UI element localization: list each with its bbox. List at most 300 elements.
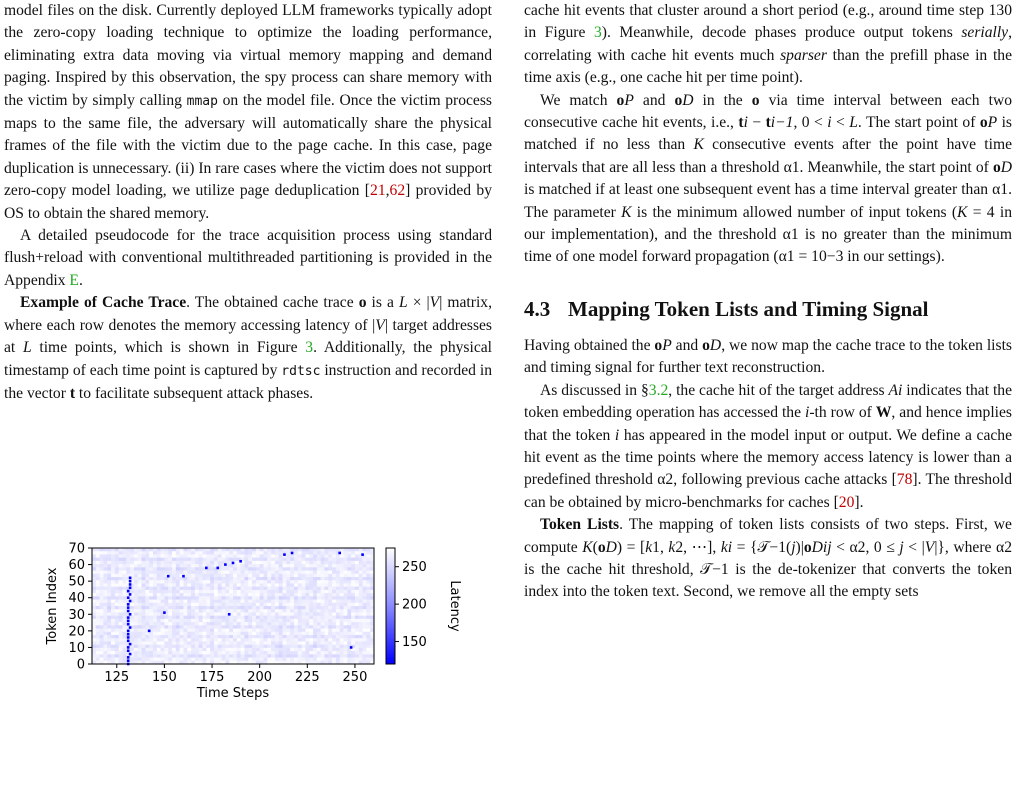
- heatmap-cell: [130, 590, 134, 594]
- heatmap-cell: [122, 548, 126, 552]
- heatmap-cell: [309, 596, 313, 600]
- heatmap-cell: [328, 583, 332, 587]
- heatmap-cell: [206, 561, 210, 565]
- heatmap-cell: [100, 593, 104, 597]
- heatmap-cell: [172, 606, 176, 610]
- heatmap-cell: [305, 580, 309, 584]
- heatmap-cell: [305, 587, 309, 591]
- heatmap-cell: [100, 590, 104, 594]
- heatmap-cell: [241, 629, 245, 633]
- heatmap-cell: [183, 651, 187, 655]
- heatmap-cell: [145, 603, 149, 607]
- heatmap-cell: [176, 590, 180, 594]
- heatmap-cell: [351, 609, 355, 613]
- heatmap-cell: [161, 571, 165, 575]
- heatmap-cell: [130, 632, 134, 636]
- heatmap-cell: [176, 622, 180, 626]
- text-run: W: [875, 404, 892, 422]
- heatmap-cell: [115, 574, 119, 578]
- heatmap-cell: [191, 580, 195, 584]
- heatmap-cell: [237, 554, 241, 558]
- heatmap-cell: [302, 645, 306, 649]
- heatmap-cell: [321, 654, 325, 658]
- heatmap-cell: [244, 548, 248, 552]
- heatmap-cell: [283, 632, 287, 636]
- heatmap-cell: [279, 600, 283, 604]
- text-run: t: [738, 114, 744, 132]
- heatmap-cell: [298, 629, 302, 633]
- heatmap-cell: [252, 645, 256, 649]
- text-run[interactable]: 3: [305, 339, 314, 357]
- heatmap-cell: [263, 651, 267, 655]
- heatmap-cell: [92, 619, 96, 623]
- heatmap-cell: [229, 593, 233, 597]
- heatmap-cell: [103, 622, 107, 626]
- heatmap-cell: [347, 641, 351, 645]
- heatmap-cell: [195, 583, 199, 587]
- heatmap-cell: [317, 658, 321, 662]
- heatmap-cell: [256, 574, 260, 578]
- heatmap-cell: [279, 548, 283, 552]
- heatmap-cell: [321, 651, 325, 655]
- heatmap-cell: [122, 571, 126, 575]
- heatmap-cell: [145, 593, 149, 597]
- heatmap-cell: [275, 603, 279, 607]
- heatmap-cell: [176, 548, 180, 552]
- heatmap-cell: [355, 551, 359, 555]
- text-run[interactable]: 62: [389, 182, 406, 200]
- heatmap-cell: [115, 616, 119, 620]
- heatmap-cell: [347, 564, 351, 568]
- section-number: 4.3: [524, 296, 551, 321]
- heatmap-cell: [260, 645, 264, 649]
- heatmap-cell: [336, 606, 340, 610]
- heatmap-cell: [340, 635, 344, 639]
- heatmap-cell: [328, 629, 332, 633]
- heatmap-cell: [328, 654, 332, 658]
- heatmap-cell: [260, 548, 264, 552]
- heatmap-cell: [248, 658, 252, 662]
- heatmap-cell: [203, 648, 207, 652]
- heatmap-cell: [321, 619, 325, 623]
- heatmap-cell: [206, 641, 210, 645]
- heatmap-cell: [237, 638, 241, 642]
- heatmap-cell: [290, 587, 294, 591]
- heatmap-cell: [199, 548, 203, 552]
- heatmap-cell: [107, 577, 111, 581]
- heatmap-cell: [302, 654, 306, 658]
- heatmap-cell: [309, 548, 313, 552]
- heatmap-cell: [263, 625, 267, 629]
- heatmap-cell: [115, 619, 119, 623]
- text-run: i−1: [770, 114, 794, 132]
- heatmap-cell: [115, 658, 119, 662]
- heatmap-cell: [168, 548, 172, 552]
- heatmap-cell: [138, 635, 142, 639]
- heatmap-cell: [149, 625, 153, 629]
- heatmap-cell: [279, 641, 283, 645]
- heatmap-cell: [302, 616, 306, 620]
- heatmap-cell: [134, 567, 138, 571]
- y-tick-label: 30: [68, 607, 85, 623]
- heatmap-cell: [157, 583, 161, 587]
- heatmap-cell: [351, 571, 355, 575]
- heatmap-cell: [229, 554, 233, 558]
- heatmap-cell: [199, 567, 203, 571]
- heatmap-cell: [283, 571, 287, 575]
- heatmap-cell: [138, 561, 142, 565]
- heatmap-cell: [286, 609, 290, 613]
- heatmap-cell: [305, 648, 309, 652]
- heatmap-cell: [263, 596, 267, 600]
- heatmap-cell: [317, 629, 321, 633]
- heatmap-cell: [260, 635, 264, 639]
- heatmap-cell: [168, 603, 172, 607]
- heatmap-cell: [195, 567, 199, 571]
- heatmap-cell: [229, 651, 233, 655]
- heatmap-cell: [111, 564, 115, 568]
- heatmap-cell: [237, 564, 241, 568]
- heatmap-cell: [248, 619, 252, 623]
- heatmap-cell: [363, 600, 367, 604]
- heatmap-cell: [206, 612, 210, 616]
- heatmap-cell: [263, 609, 267, 613]
- heatmap-cell: [336, 645, 340, 649]
- heatmap-cell: [187, 577, 191, 581]
- heatmap-cell: [142, 551, 146, 555]
- heatmap-cell: [237, 629, 241, 633]
- text-run[interactable]: 78: [896, 471, 913, 489]
- heatmap-cell: [359, 548, 363, 552]
- heatmap-cell: [298, 583, 302, 587]
- heatmap-cell: [305, 593, 309, 597]
- heatmap-cell: [317, 632, 321, 636]
- heatmap-cell: [100, 558, 104, 562]
- heatmap-cell: [203, 580, 207, 584]
- heatmap-cell: [351, 590, 355, 594]
- heatmap-cell: [153, 590, 157, 594]
- heatmap-cell: [122, 603, 126, 607]
- heatmap-cell: [321, 600, 325, 604]
- heatmap-cell: [222, 635, 226, 639]
- cache-hit-point: [129, 653, 132, 656]
- heatmap-cell: [103, 574, 107, 578]
- heatmap-cell: [214, 587, 218, 591]
- heatmap-cell: [309, 658, 313, 662]
- heatmap-cell: [283, 641, 287, 645]
- heatmap-cell: [195, 632, 199, 636]
- heatmap-cell: [145, 622, 149, 626]
- heatmap-cell: [210, 638, 214, 642]
- heatmap-cell: [206, 580, 210, 584]
- heatmap-cell: [305, 622, 309, 626]
- heatmap-cell: [313, 580, 317, 584]
- heatmap-cell: [267, 641, 271, 645]
- colorbar-tick-label: 150: [402, 635, 427, 651]
- heatmap-cell: [347, 603, 351, 607]
- heatmap-cell: [324, 638, 328, 642]
- heatmap-cell: [271, 600, 275, 604]
- heatmap-cell: [332, 587, 336, 591]
- heatmap-cell: [286, 593, 290, 597]
- heatmap-cell: [130, 571, 134, 575]
- heatmap-cell: [103, 593, 107, 597]
- heatmap-cell: [355, 609, 359, 613]
- heatmap-cell: [267, 561, 271, 565]
- heatmap-cell: [237, 596, 241, 600]
- text-run[interactable]: 20: [838, 493, 855, 511]
- heatmap-cell: [233, 587, 237, 591]
- heatmap-cell: [100, 574, 104, 578]
- heatmap-cell: [183, 561, 187, 565]
- cache-hit-point: [205, 567, 208, 570]
- heatmap-cell: [145, 574, 149, 578]
- heatmap-cell: [153, 609, 157, 613]
- text-run: |}, where α2 is the cache hit threshold, 𝒯−1 is the de-tokenizer that converts the token index into the token text. Second, we remove all the empty sets: [524, 538, 1012, 601]
- heatmap-cell: [271, 609, 275, 613]
- heatmap-cell: [344, 616, 348, 620]
- heatmap-cell: [271, 625, 275, 629]
- heatmap-cell: [279, 619, 283, 623]
- paragraph-cache-hit: [524, 380, 1012, 514]
- heatmap-cell: [298, 641, 302, 645]
- heatmap-cell: [332, 558, 336, 562]
- heatmap-cell: [92, 641, 96, 645]
- paragraph-decode-phase: [524, 0, 1012, 90]
- heatmap-cell: [313, 583, 317, 587]
- heatmap-cell: [229, 596, 233, 600]
- heatmap-cell: [92, 632, 96, 636]
- heatmap-cell: [122, 648, 126, 652]
- heatmap-cell: [271, 632, 275, 636]
- heatmap-cell: [100, 554, 104, 558]
- heatmap-cell: [183, 619, 187, 623]
- heatmap-cell: [244, 583, 248, 587]
- text-run: <: [831, 114, 850, 132]
- heatmap-cell: [214, 580, 218, 584]
- heatmap-cell: [199, 593, 203, 597]
- heatmap-cell: [321, 635, 325, 639]
- heatmap-cell: [157, 564, 161, 568]
- heatmap-cell: [298, 635, 302, 639]
- heatmap-cell: [218, 641, 222, 645]
- heatmap-cell: [115, 571, 119, 575]
- heatmap-cell: [111, 622, 115, 626]
- text-run: Having obtained the: [524, 336, 655, 354]
- heatmap-cell: [340, 622, 344, 626]
- heatmap-cell: [244, 635, 248, 639]
- heatmap-cell: [351, 583, 355, 587]
- heatmap-cell: [164, 638, 168, 642]
- heatmap-cell: [233, 638, 237, 642]
- heatmap-cell: [286, 580, 290, 584]
- heatmap-cell: [168, 558, 172, 562]
- heatmap-cell: [340, 596, 344, 600]
- text-run: ,: [385, 182, 390, 200]
- heatmap-cell: [359, 632, 363, 636]
- heatmap-cell: [229, 641, 233, 645]
- heatmap-cell: [176, 587, 180, 591]
- text-run: k: [645, 538, 653, 556]
- text-run: P: [662, 336, 672, 354]
- heatmap-cell: [363, 612, 367, 616]
- heatmap-cell: [122, 554, 126, 558]
- heatmap-cell: [130, 635, 134, 639]
- heatmap-cell: [187, 635, 191, 639]
- heatmap-cell: [363, 548, 367, 552]
- heatmap-cell: [328, 606, 332, 610]
- heatmap-cell: [275, 619, 279, 623]
- heatmap-cell: [294, 580, 298, 584]
- heatmap-cell: [157, 625, 161, 629]
- heatmap-cell: [149, 635, 153, 639]
- heatmap-cell: [241, 632, 245, 636]
- heatmap-cell: [92, 580, 96, 584]
- heatmap-cell: [271, 571, 275, 575]
- heatmap-cell: [351, 587, 355, 591]
- heatmap-cell: [313, 558, 317, 562]
- heatmap-cell: [107, 583, 111, 587]
- heatmap-cell: [187, 593, 191, 597]
- heatmap-cell: [248, 561, 252, 565]
- heatmap-cell: [142, 648, 146, 652]
- text-run[interactable]: 3: [593, 24, 602, 42]
- heatmap-cell: [111, 645, 115, 649]
- cache-hit-point: [127, 633, 130, 636]
- heatmap-cell: [313, 625, 317, 629]
- heatmap-cell: [290, 567, 294, 571]
- heatmap-cell: [336, 587, 340, 591]
- heatmap-cell: [195, 554, 199, 558]
- heatmap-cell: [164, 600, 168, 604]
- heatmap-cell: [263, 561, 267, 565]
- heatmap-cell: [366, 645, 370, 649]
- heatmap-cell: [134, 638, 138, 642]
- text-run[interactable]: 21: [370, 182, 386, 200]
- heatmap-cell: [279, 583, 283, 587]
- heatmap-cell: [191, 606, 195, 610]
- heatmap-cell: [347, 654, 351, 658]
- heatmap-cell: [317, 596, 321, 600]
- heatmap-cell: [260, 616, 264, 620]
- heatmap-cell: [161, 554, 165, 558]
- heatmap-cell: [267, 651, 271, 655]
- heatmap-cell: [344, 577, 348, 581]
- text-run[interactable]: E: [69, 271, 79, 289]
- heatmap-cell: [195, 558, 199, 562]
- heatmap-cell: [366, 593, 370, 597]
- heatmap-cell: [328, 593, 332, 597]
- heatmap-cell: [294, 590, 298, 594]
- heatmap-cell: [344, 567, 348, 571]
- heatmap-cell: [263, 641, 267, 645]
- heatmap-cell: [283, 606, 287, 610]
- heatmap-cell: [267, 596, 271, 600]
- heatmap-cell: [244, 558, 248, 562]
- heatmap-cell: [214, 583, 218, 587]
- heatmap-cell: [145, 567, 149, 571]
- heatmap-cell: [267, 551, 271, 555]
- heatmap-cell: [366, 587, 370, 591]
- heatmap-cell: [275, 583, 279, 587]
- heatmap-cell: [359, 561, 363, 565]
- heatmap-cell: [363, 654, 367, 658]
- heatmap-cell: [256, 645, 260, 649]
- heatmap-cell: [122, 558, 126, 562]
- heatmap-cell: [149, 658, 153, 662]
- text-run: to facilitate subsequent attack phases.: [75, 384, 314, 402]
- heatmap-cell: [305, 596, 309, 600]
- heatmap-cell: [324, 577, 328, 581]
- heatmap-cell: [328, 596, 332, 600]
- heatmap-cell: [180, 651, 184, 655]
- heatmap-cell: [225, 651, 229, 655]
- heatmap-cell: [302, 609, 306, 613]
- heatmap-cell: [122, 574, 126, 578]
- heatmap-cell: [176, 645, 180, 649]
- heatmap-cell: [294, 616, 298, 620]
- heatmap-cell: [294, 571, 298, 575]
- x-tick-label: 175: [199, 670, 225, 685]
- heatmap-cell: [122, 632, 126, 636]
- heatmap-cell: [206, 645, 210, 649]
- heatmap-cell: [199, 580, 203, 584]
- heatmap-cell: [107, 635, 111, 639]
- heatmap-cell: [134, 564, 138, 568]
- heatmap-cell: [305, 638, 309, 642]
- heatmap-cell: [145, 658, 149, 662]
- heatmap-cell: [267, 554, 271, 558]
- heatmap-cell: [210, 590, 214, 594]
- heatmap-cell: [347, 571, 351, 575]
- heatmap-cell: [180, 567, 184, 571]
- heatmap-cell: [340, 658, 344, 662]
- cache-hit-point: [127, 603, 130, 606]
- heatmap-cell: [225, 645, 229, 649]
- heatmap-cell: [107, 651, 111, 655]
- cache-trace-heatmap: [4, 540, 492, 700]
- heatmap-cell: [317, 564, 321, 568]
- heatmap-cell: [191, 612, 195, 616]
- heatmap-cell: [225, 632, 229, 636]
- heatmap-cell: [241, 635, 245, 639]
- heatmap-cell: [100, 583, 104, 587]
- heatmap-cell: [263, 590, 267, 594]
- heatmap-cell: [164, 629, 168, 633]
- heatmap-cell: [199, 641, 203, 645]
- heatmap-cell: [134, 629, 138, 633]
- heatmap-cell: [203, 625, 207, 629]
- heatmap-cell: [286, 612, 290, 616]
- heatmap-cell: [233, 645, 237, 649]
- heatmap-cell: [92, 564, 96, 568]
- heatmap-cell: [267, 593, 271, 597]
- heatmap-cell: [366, 596, 370, 600]
- heatmap-cell: [145, 590, 149, 594]
- heatmap-cell: [332, 554, 336, 558]
- heatmap-cell: [180, 596, 184, 600]
- heatmap-cell: [176, 561, 180, 565]
- heatmap-cell: [164, 622, 168, 626]
- heatmap-cell: [103, 603, 107, 607]
- heatmap-cell: [176, 612, 180, 616]
- heatmap-cell: [122, 606, 126, 610]
- heatmap-cell: [92, 590, 96, 594]
- heatmap-cell: [161, 641, 165, 645]
- text-run[interactable]: 3.2: [648, 381, 669, 399]
- text-run: o: [654, 336, 663, 354]
- heatmap-cell: [290, 612, 294, 616]
